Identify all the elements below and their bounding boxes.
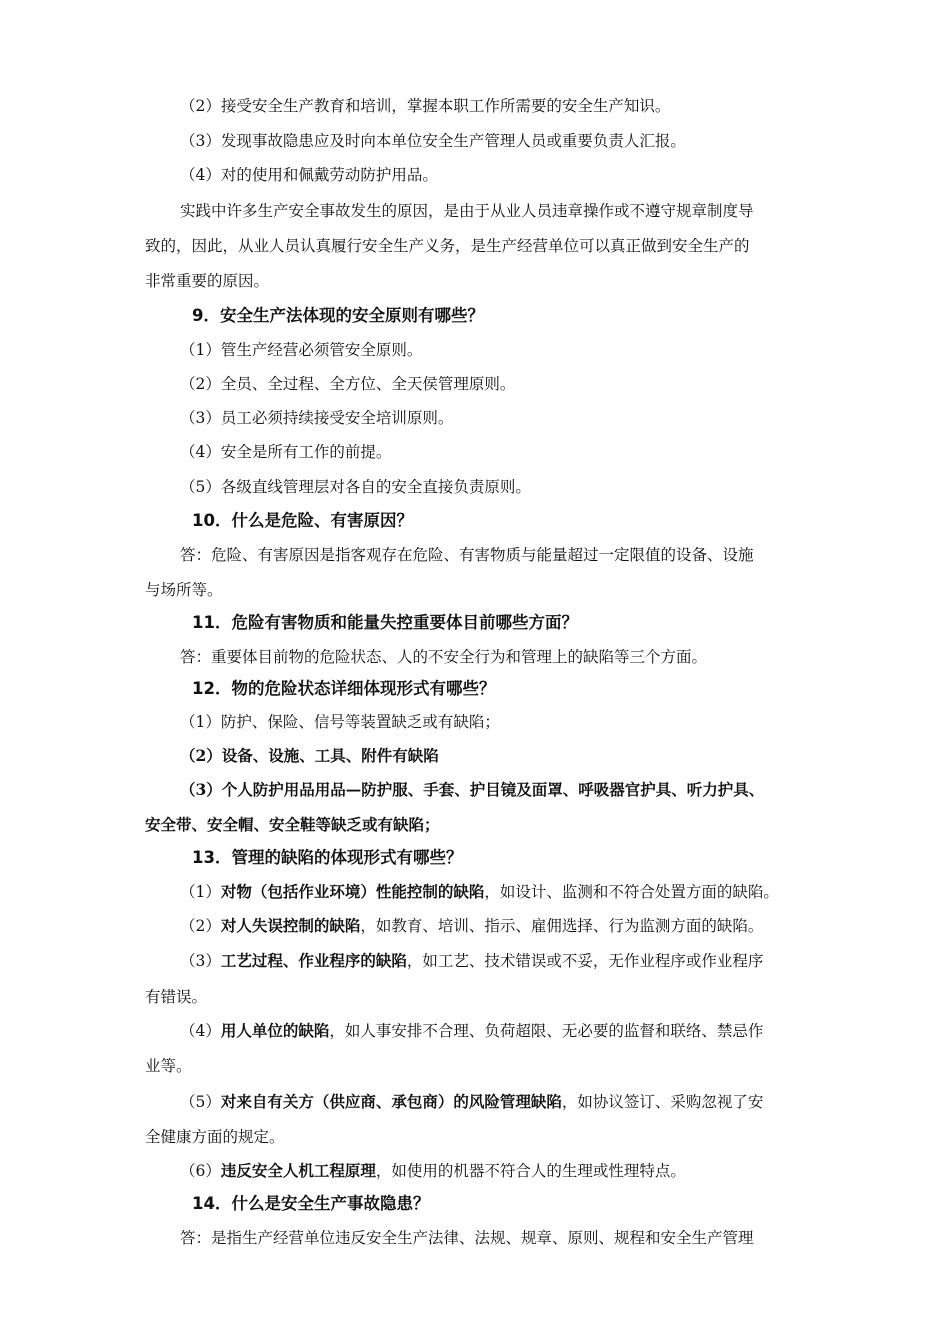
list-item: （1）防护、保险、信号等装置缺乏或有缺陷； (180, 713, 500, 731)
list-item: （3）员工必须持续接受安全培训原则。 (180, 409, 454, 427)
section-heading-12: 12．物的危险状态详细体现形式有哪些？ (192, 679, 496, 698)
section-heading-14: 14．什么是安全生产事故隐患？ (192, 1194, 430, 1213)
section-heading-10: 10．什么是危险、有害原因？ (192, 511, 413, 530)
item-number: （4） (180, 1022, 221, 1040)
item-text: ，如教育、培训、指示、雇佣选择、行为监测方面的缺陷。 (360, 917, 764, 935)
list-item: （2）全员、全过程、全方位、全天侯管理原则。 (180, 375, 516, 393)
item-number: （5） (180, 1093, 221, 1111)
bold-phrase: 工艺过程、作业程序的缺陷 (220, 951, 407, 970)
answer-line: 答：重要体目前物的危险状态、人的不安全行为和管理上的缺陷等三个方面。 (180, 648, 708, 666)
list-item: 安全带、安全帽、安全鞋等缺乏或有缺陷； (145, 815, 440, 834)
list-item (180, 1092, 848, 1112)
item-text: ，如协议签订、采购忽视了安 (561, 1093, 764, 1111)
paragraph-line: （3）发现事故隐患应及时向本单位安全生产管理人员或重要负责人汇报。 (180, 132, 686, 150)
list-item (180, 882, 848, 902)
answer-line: 答：危险、有害原因是指客观存在危险、有害物质与能量超过一定限值的设备、设施 (180, 546, 754, 564)
item-number: （3） (180, 952, 221, 970)
section-heading-13: 13．管理的缺陷的体现形式有哪些？ (192, 848, 463, 867)
list-item (180, 951, 848, 971)
list-item-continued: 全健康方面的规定。 (145, 1128, 285, 1146)
paragraph-line: （4）对的使用和佩戴劳动防护用品。 (180, 166, 438, 184)
list-item (180, 1161, 848, 1181)
item-text: ，如设计、监测和不符合处置方面的缺陷。 (484, 883, 779, 901)
paragraph-line: （2）接受安全生产教育和培训，掌握本职工作所需要的安全生产知识。 (180, 97, 671, 115)
list-item: （3）个人防护用品用品—防护服、手套、护目镜及面罩、呼吸器官护具、听力护具、 (180, 780, 765, 799)
section-heading-11: 11．危险有害物质和能量失控重要体目前哪些方面？ (192, 613, 578, 632)
answer-line: 与场所等。 (145, 581, 223, 599)
bold-phrase: 对来自有关方（供应商、承包商）的风险管理缺陷 (220, 1092, 562, 1111)
item-text: ，如人事安排不合理、负荷超限、无必要的监督和联络、禁忌作 (329, 1022, 764, 1040)
bold-phrase: 对人失误控制的缺陷 (220, 916, 361, 935)
answer-line: 答：是指生产经营单位违反安全生产法律、法规、规章、原则、规程和安全生产管理 (180, 1229, 754, 1247)
item-number: （1） (180, 883, 221, 901)
section-heading-9: 9．安全生产法体现的安全原则有哪些？ (192, 306, 484, 325)
list-item: （5）各级直线管理层对各自的安全直接负责原则。 (180, 478, 531, 496)
list-item: （1）管生产经营必须管安全原则。 (180, 341, 423, 359)
paragraph-line: 非常重要的原因。 (145, 272, 270, 290)
item-text: ，如使用的机器不符合人的生理或性理特点。 (375, 1162, 686, 1180)
paragraph-line: 实践中许多生产安全事故发生的原因，是由于从业人员违章操作或不遵守规章制度导 (180, 202, 754, 220)
list-item (180, 1021, 848, 1041)
item-number: （2） (180, 917, 221, 935)
item-number: （6） (180, 1162, 221, 1180)
paragraph-line: 致的，因此，从业人员认真履行安全生产义务，是生产经营单位可以真正做到安全生产的 (145, 237, 750, 255)
item-text: ，如工艺、技术错误或不妥，无作业程序或作业程序 (406, 952, 764, 970)
list-item-continued: 有错误。 (145, 988, 208, 1006)
list-item: （2）设备、设施、工具、附件有缺陷 (180, 746, 439, 765)
list-item-continued: 业等。 (145, 1057, 192, 1075)
list-item (180, 916, 848, 936)
bold-phrase: 违反安全人机工程原理 (220, 1161, 376, 1180)
bold-phrase: 对物（包括作业环境）性能控制的缺陷 (220, 882, 485, 901)
bold-phrase: 用人单位的缺陷 (220, 1021, 330, 1040)
list-item: （4）安全是所有工作的前提。 (180, 443, 392, 461)
